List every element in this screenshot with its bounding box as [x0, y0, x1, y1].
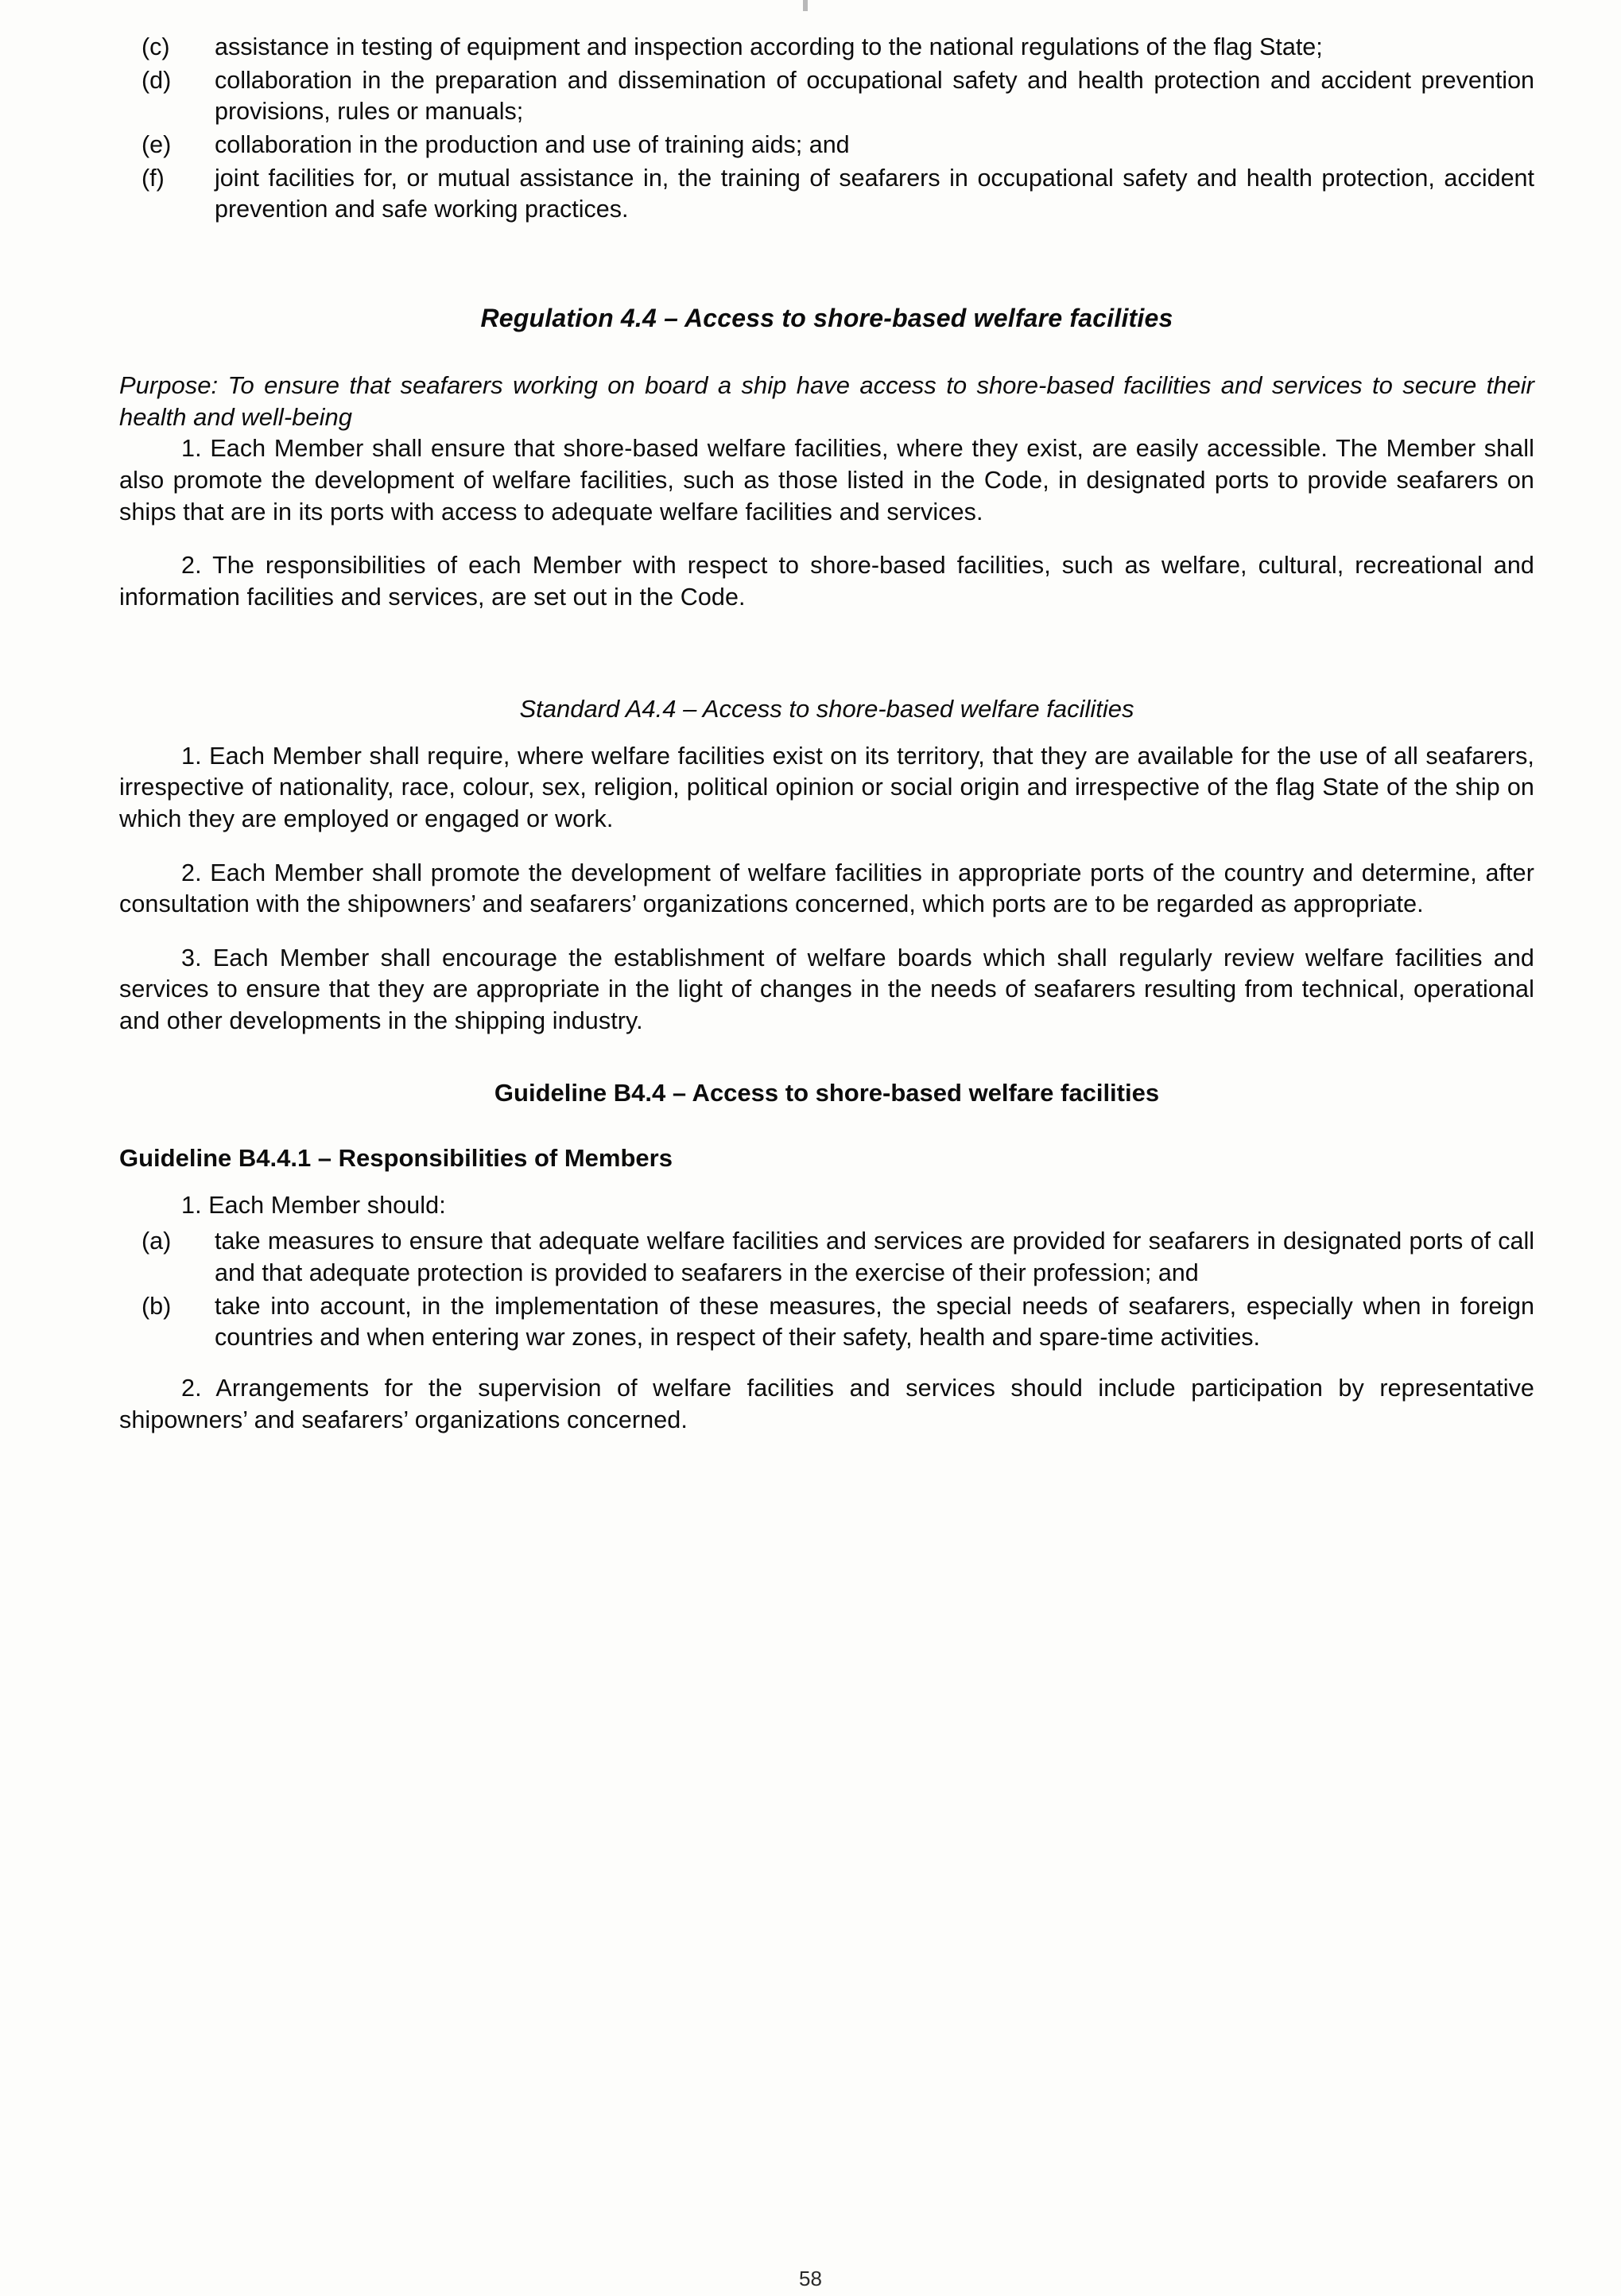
- list-marker: (c): [142, 33, 170, 60]
- regulation-paragraph-1: 1. Each Member shall ensure that shore-based welfare facilities, where they exist, are easily accessible. The Member shall also promote the development of welfare facilities, such as those listed in the Code, in designated ports to provide seafarers on ships that are in its ports with access to adequate welfare facilities and services.: [119, 435, 1534, 526]
- list-text: take into account, in the implementation of these measures, the special needs of seafarers, especially when in foreign countries and when entering war zones, in respect of their safety, health and spare-time activities.: [215, 1292, 1534, 1352]
- lettered-list-top: [119, 32, 1534, 226]
- standard-paragraph-2: 2. Each Member shall promote the development of welfare facilities in appropriate ports of the country and determine, after consultation with the shipowners’ and seafarers’ organizations concerned, which ports are to be regarded as appropriate.: [119, 859, 1534, 918]
- scan-artifact: [803, 0, 808, 11]
- list-item: [119, 1226, 1534, 1289]
- list-text: take measures to ensure that adequate welfare facilities and services are provided for seafarers in designated ports of call and that adequate protection is provided to seafarers in the exercise of their profession; and: [215, 1228, 1534, 1287]
- list-marker: (a): [142, 1228, 172, 1255]
- guideline-subheading: Guideline B4.4.1 – Responsibilities of Members: [119, 1143, 673, 1172]
- list-text: joint facilities for, or mutual assistance in, the training of seafarers in occupational safety and health protection, accident prevention and safe working practices.: [215, 164, 1534, 223]
- page-number: 58: [799, 2267, 822, 2290]
- list-text: collaboration in the production and use of training aids; and: [215, 130, 850, 158]
- standard-paragraph-3: 3. Each Member shall encourage the establishment of welfare boards which shall regularly review welfare facilities and services to ensure that they are appropriate in the light of changes in the needs of seafarers resulting from technical, operational and other developments in the shipping industry.: [119, 944, 1534, 1035]
- guideline-closing-paragraph: 2. Arrangements for the supervision of welfare facilities and services should include participation by representative shipowners’ and seafarers’ organizations concerned.: [119, 1374, 1534, 1433]
- regulation-heading: Regulation 4.4 – Access to shore-based welfare facilities: [480, 303, 1173, 332]
- standard-paragraph-1: 1. Each Member shall require, where welfare facilities exist on its territory, that they are available for the use of all seafarers, irrespective of nationality, race, colour, sex, religion, political opinion or social origin and irrespective of the flag State of the ship on which they are employed or engaged or work.: [119, 742, 1534, 832]
- guideline-lead-in: 1. Each Member should:: [181, 1191, 446, 1219]
- list-marker: (b): [142, 1292, 172, 1320]
- list-item: [119, 163, 1534, 226]
- regulation-purpose: Purpose: To ensure that seafarers working on board a ship have access to shore-based facilities and services to secure their health and well-being: [119, 370, 1534, 432]
- list-item: [119, 1291, 1534, 1354]
- list-item: [119, 32, 1534, 64]
- page-content: [119, 32, 1534, 1441]
- list-text: collaboration in the preparation and dissemination of occupational safety and health protection and accident prevention provisions, rules or manuals;: [215, 66, 1534, 126]
- guideline-heading: Guideline B4.4 – Access to shore-based welfare facilities: [494, 1078, 1160, 1107]
- list-text: assistance in testing of equipment and inspection according to the national regulations of the flag State;: [215, 33, 1323, 60]
- list-marker: (f): [142, 164, 165, 192]
- list-marker: (d): [142, 66, 172, 94]
- list-item: [119, 65, 1534, 128]
- list-item: [119, 130, 1534, 161]
- list-marker: (e): [142, 130, 172, 158]
- standard-heading: Standard A4.4 – Access to shore-based welfare facilities: [519, 694, 1134, 723]
- regulation-paragraph-2: 2. The responsibilities of each Member with respect to shore-based facilities, such as welfare, cultural, recreational and information facilities and services, are set out in the Code.: [119, 552, 1534, 611]
- lettered-list-guideline: [119, 1226, 1534, 1354]
